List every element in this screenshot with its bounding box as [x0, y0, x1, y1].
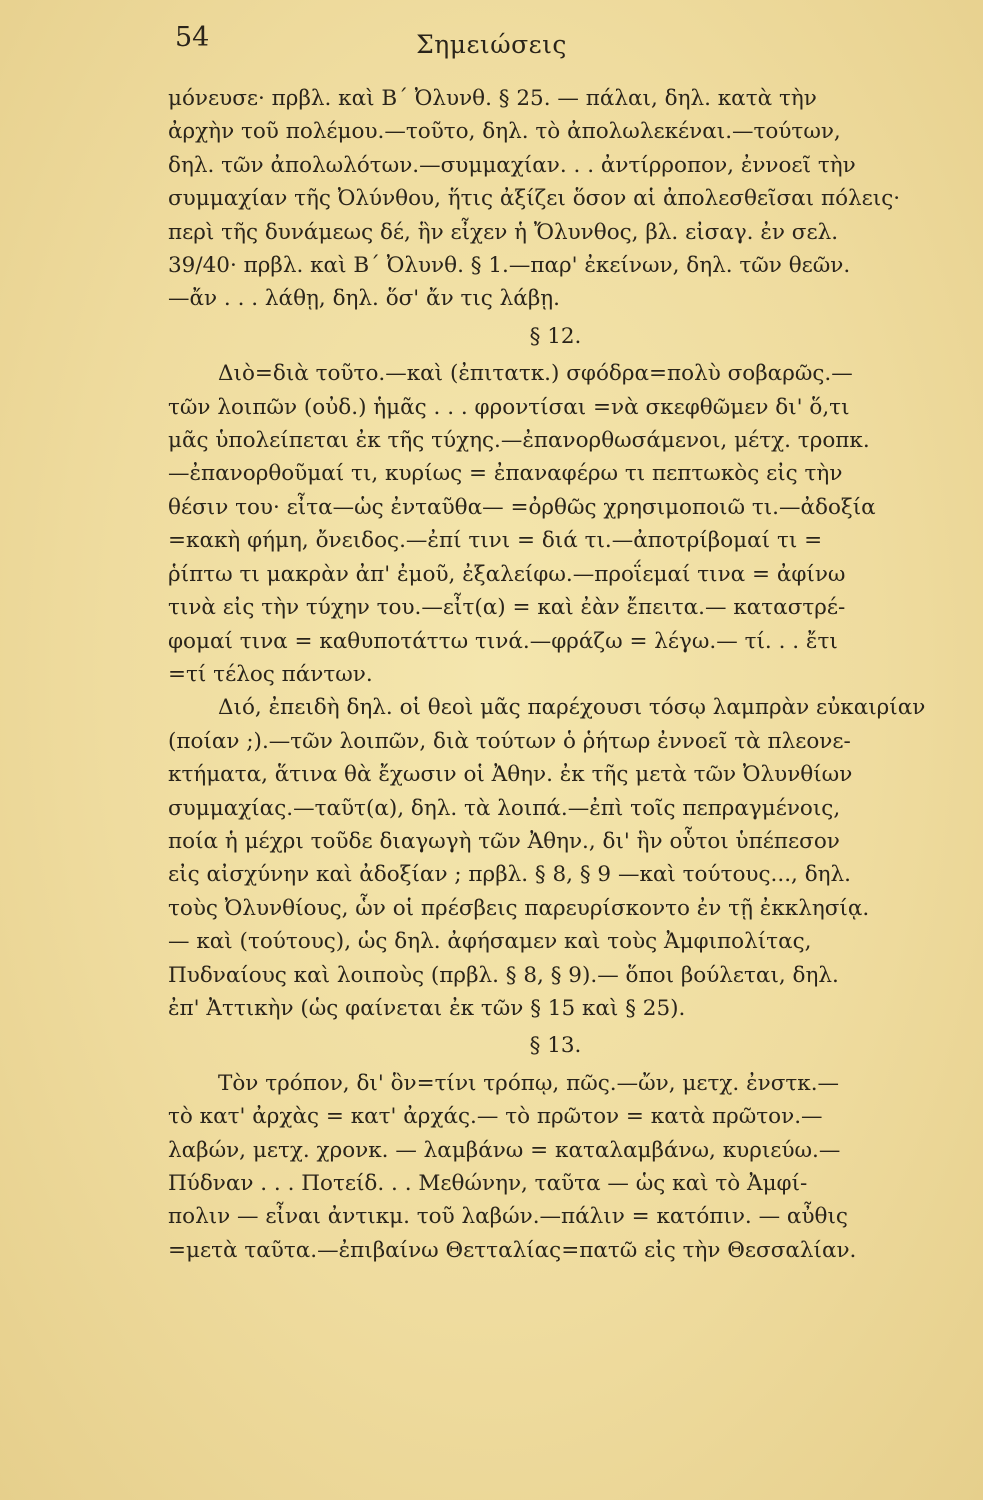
section-heading-12: § 12.: [529, 323, 582, 349]
text-line: ῥίπτω τι μακρὰν ἀπ' ἐμοῦ, ἐξαλείφω.—προΐεμαί τινα = ἀφίνω: [168, 561, 846, 587]
text-line: =μετὰ ταῦτα.—ἐπιβαίνω Θετταλίας=πατῶ εἰς τὴν Θεσσαλίαν.: [168, 1237, 857, 1263]
text-line: θέσιν του· εἶτα—ὡς ἐνταῦθα— =ὀρθῶς χρησιμοποιῶ τι.—ἀδοξία: [168, 494, 876, 520]
text-line: μόνευσε· πρβλ. καὶ Β΄ Ὀλυνθ. § 25. — πάλαι, δηλ. κατὰ τὴν: [168, 86, 817, 111]
text-line: ἀρχὴν τοῦ πολέμου.—τοῦτο, δηλ. τὸ ἀπολωλεκέναι.—τούτων,: [168, 119, 841, 145]
text-line: τὸ κατ' ἀρχὰς = κατ' ἀρχάς.— τὸ πρῶτον = κατὰ πρῶτον.—: [168, 1104, 823, 1130]
text-line: (ποίαν ;).—τῶν λοιπῶν, διὰ τούτων ὁ ῥήτωρ ἐννοεῖ τὰ πλεονε-: [168, 728, 851, 754]
text-line: κτήματα, ἅτινα θὰ ἔχωσιν οἱ Ἀθην. ἐκ τῆς μετὰ τῶν Ὀλυνθίων: [168, 762, 853, 788]
text-line: Τὸν τρόπον, δι' ὃν=τίνι τρόπῳ, πῶς.—ὤν, μετχ. ἐνστκ.—: [218, 1070, 840, 1096]
page-number: 54: [175, 22, 210, 53]
text-line: =τί τέλος πάντων.: [168, 661, 373, 687]
text-line: ἐπ' Ἀττικὴν (ὡς φαίνεται ἐκ τῶν § 15 καὶ § 25).: [168, 995, 686, 1021]
text-line: μᾶς ὑπολείπεται ἐκ τῆς τύχης.—ἐπανορθωσάμενοι, μέτχ. τροπκ.: [168, 428, 870, 454]
text-line: τῶν λοιπῶν (οὐδ.) ἡμᾶς . . . φροντίσαι =νὰ σκεφθῶμεν δι' ὅ,τι: [168, 394, 850, 420]
text-line: πολιν — εἶναι ἀντικμ. τοῦ λαβών.—πάλιν = κατόπιν. — αὖθις: [168, 1204, 848, 1230]
text-line: συμμαχίαν τῆς Ὀλύνθου, ἥτις ἀξίζει ὅσον αἱ ἀπολεσθεῖσαι πόλεις·: [168, 186, 901, 212]
text-line: Πυδναίους καὶ λοιποὺς (πρβλ. § 8, § 9).— ὅποι βούλεται, δηλ.: [168, 962, 839, 988]
text-line: φομαί τινα = καθυποτάττω τινά.—φράζω = λέγω.— τί. . . ἔτι: [168, 628, 838, 654]
text-line: περὶ τῆς δυνάμεως δέ, ἣν εἶχεν ἡ Ὄλυνθος, βλ. εἰσαγ. ἐν σελ.: [168, 219, 839, 245]
text-line: τινὰ εἰς τὴν τύχην του.—εἶτ(α) = καὶ ἐὰν ἔπειτα.— καταστρέ-: [168, 595, 846, 621]
text-line: λαβών, μετχ. χρονκ. — λαμβάνω = καταλαμβάνω, κυριεύω.—: [168, 1137, 841, 1163]
text-line: τοὺς Ὀλυνθίους, ὧν οἱ πρέσβεις παρευρίσκοντο ἐν τῇ ἐκκλησίᾳ.: [168, 895, 870, 921]
notes-body: [168, 82, 943, 1267]
text-line: Διό, ἐπειδὴ δηλ. οἱ θεοὶ μᾶς παρέχουσι τόσῳ λαμπρὰν εὐκαιρίαν: [218, 695, 926, 721]
text-line: —ἄν . . . λάθῃ, δηλ. ὅσ' ἄν τις λάβῃ.: [168, 286, 560, 312]
text-line: συμμαχίας.—ταῦτ(α), δηλ. τὰ λοιπά.—ἐπὶ τοῖς πεπραγμένοις,: [168, 795, 841, 821]
text-line: ποία ἡ μέχρι τοῦδε διαγωγὴ τῶν Ἀθην., δι' ἣν οὗτοι ὑπέπεσον: [168, 828, 840, 854]
text-line: —ἐπανορθοῦμαί τι, κυρίως = ἐπαναφέρω τι πεπτωκὸς εἰς τὴν: [168, 461, 843, 487]
text-line: — καὶ (τούτους), ὡς δηλ. ἀφήσαμεν καὶ τοὺς Ἀμφιπολίτας,: [168, 929, 812, 955]
text-line: Πύδναν . . . Ποτείδ. . . Μεθώνην, ταῦτα — ὡς καὶ τὸ Ἀμφί-: [168, 1171, 808, 1196]
text-line: δηλ. τῶν ἀπολωλότων.—συμμαχίαν. . . ἀντίρροπον, ἐννοεῖ τὴν: [168, 152, 856, 178]
section-heading-13: § 13.: [529, 1033, 582, 1059]
text-line: 39/40· πρβλ. καὶ Β΄ Ὀλυνθ. § 1.—παρ' ἐκείνων, δηλ. τῶν θεῶν.: [168, 253, 851, 279]
text-line: Διὸ=διὰ τοῦτο.—καὶ (ἐπιτατκ.) σφόδρα=πολὺ σοβαρῶς.—: [218, 361, 853, 387]
text-line: εἰς αἰσχύνην καὶ ἀδοξίαν ; πρβλ. § 8, § 9 —καὶ τούτους..., δηλ.: [168, 862, 851, 888]
text-line: =κακὴ φήμη, ὄνειδος.—ἐπί τινι = διά τι.—ἀποτρίβομαί τι =: [168, 528, 823, 554]
running-head: Σημειώσεις: [416, 30, 567, 59]
